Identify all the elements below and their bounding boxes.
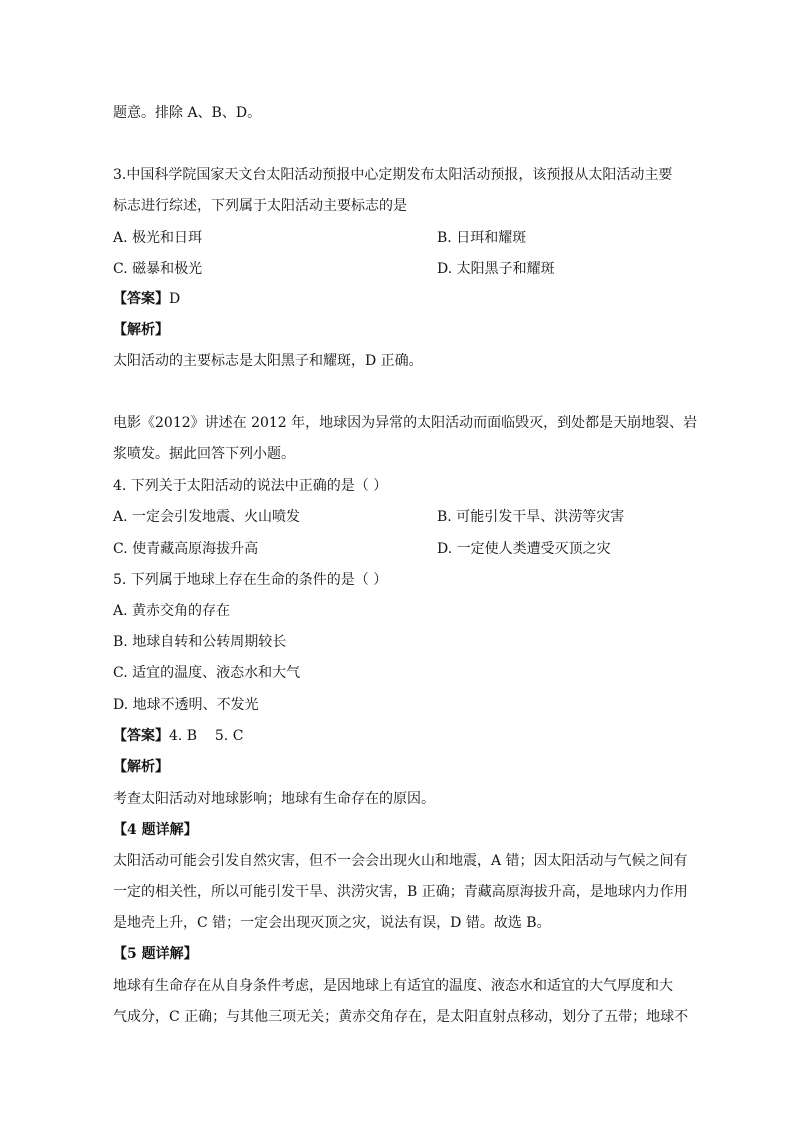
passage-intro: 电影《2012》讲述在 2012 年，地球因为异常的太阳活动而面临毁灭，到处都是天崩地裂、岩: [113, 415, 698, 431]
question-5-stem: 5. 下列属于地球上存在生命的条件的是（ ）: [113, 572, 388, 588]
answer-line: [113, 726, 243, 746]
detail-text-q5: 地球有生命存在从自身条件考虑，是因地球上有适宜的温度、液态水和适宜的大气厚度和大: [113, 978, 673, 994]
analysis-tag: 【解析】: [113, 322, 169, 338]
answer-line: [113, 289, 180, 309]
question-3-option-b: B. 日珥和耀斑: [437, 230, 527, 246]
detail-text-q5: 气成分，C 正确；与其他三项无关；黄赤交角存在，是太阳直射点移动，划分了五带；地球不: [113, 1009, 689, 1025]
question-5-option-a: A. 黄赤交角的存在: [113, 603, 231, 619]
detail-text-q4: 是地壳上升，C 错；一定会出现灭顶之灾，说法有误，D 错。故选 B。: [113, 915, 551, 931]
question-4-option-d: D. 一定使人类遭受灭顶之灾: [437, 541, 611, 557]
question-3-option-c: C. 磁暴和极光: [113, 261, 203, 277]
text-line: 题意。排除 A、B、D。: [113, 105, 262, 121]
answer-value: 4. B 5. C: [169, 728, 244, 744]
answer-tag: 【答案】: [113, 291, 169, 307]
question-3-stem: 3.中国科学院国家天文台太阳活动预报中心定期发布太阳活动预报，该预报从太阳活动主要: [113, 167, 673, 183]
answer-tag: 【答案】: [113, 728, 169, 744]
detail-tag-q5: 【5 题详解】: [113, 946, 198, 962]
detail-tag-q4: 【4 题详解】: [113, 822, 198, 838]
question-4-option-c: C. 使青藏高原海拔升高: [113, 541, 259, 557]
question-3-option-d: D. 太阳黑子和耀斑: [437, 261, 555, 277]
question-5-option-b: B. 地球自转和公转周期较长: [113, 634, 287, 650]
analysis-tag: 【解析】: [113, 759, 169, 775]
detail-text-q4: 一定的相关性，所以可能引发干旱、洪涝灾害，B 正确；青藏高原海拔升高，是地球内力作用: [113, 884, 688, 900]
detail-text-q4: 太阳活动可能会引发自然灾害，但不一会会出现火山和地震，A 错；因太阳活动与气候之间有: [113, 853, 688, 869]
analysis-text: 考查太阳活动对地球影响；地球有生命存在的原因。: [113, 791, 435, 807]
question-5-option-c: C. 适宜的温度、液态水和大气: [113, 665, 301, 681]
question-4-stem: 4. 下列关于太阳活动的说法中正确的是（ ）: [113, 478, 388, 494]
question-4-option-a: A. 一定会引发地震、火山喷发: [113, 509, 301, 525]
question-4-option-b: B. 可能引发干旱、洪涝等灾害: [437, 509, 625, 525]
answer-value: D: [169, 291, 181, 307]
analysis-text: 太阳活动的主要标志是太阳黑子和耀斑，D 正确。: [113, 353, 423, 369]
passage-intro-cont: 浆喷发。据此回答下列小题。: [113, 446, 295, 462]
question-3-option-a: A. 极光和日珥: [113, 230, 203, 246]
question-5-option-d: D. 地球不透明、不发光: [113, 697, 259, 713]
question-3-stem-cont: 标志进行综述，下列属于太阳活动主要标志的是: [113, 198, 407, 214]
